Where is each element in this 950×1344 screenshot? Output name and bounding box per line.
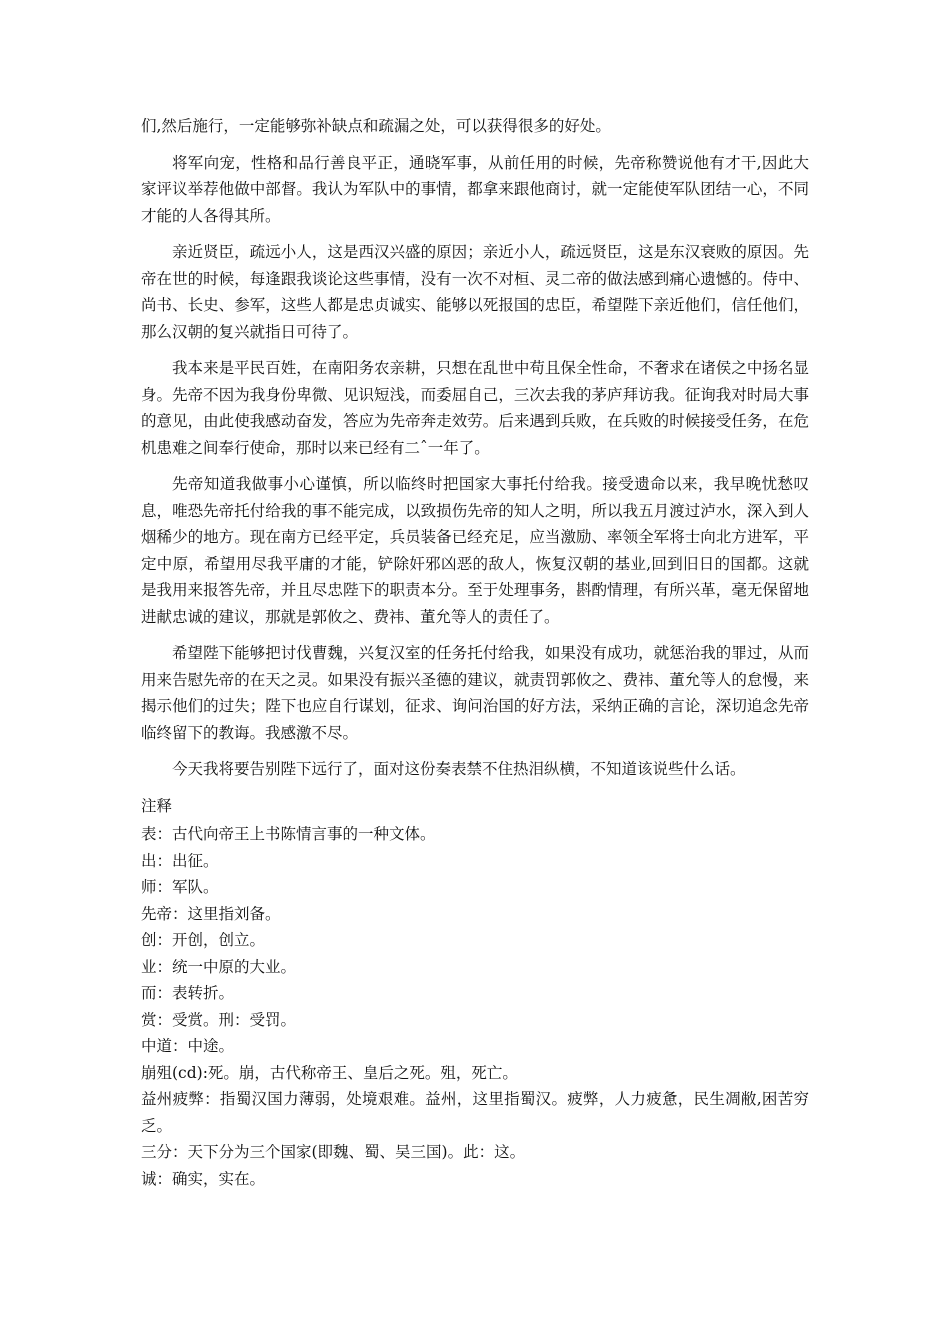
- note-item: 业：统一中原的大业。: [141, 957, 297, 976]
- note-item: 赏：受赏。刑：受罚。: [141, 1010, 297, 1029]
- note-item: 中道：中途。: [141, 1037, 235, 1055]
- note-item: 师：军队。: [141, 878, 219, 896]
- paragraph: 先帝知道我做事小心谨慎，所以临终时把国家大事托付给我。接受遗命以来，我早晚忧愁叹息，唯恐先帝托付给我的事不能完成，以致损伤先帝的知人之明，所以我五月渡过泸水，深入到人烟稀少的地方。现在南方已经平定，兵员装备已经充足，应当激励、率领全军将士向北方进军，平定中原，希望用尽我平庸的才能，铲除奸邪凶恶的敌人，恢复汉朝的基业,回到旧日的国都。这就是我用来报答先帝，并且尽忠陛下的职责本分。至于处理事务，斟酌情理，有所兴革，毫无保留地进献忠诚的建议，那就是郭攸之、费祎、董允等人的责任了。: [141, 475, 809, 626]
- notes-heading: 注释: [141, 796, 173, 815]
- note-item: 而：表转折。: [141, 984, 235, 1002]
- note-item: 出：出征。: [141, 851, 219, 870]
- paragraph: 今天我将要告别陛下远行了，面对这份奏表禁不住热泪纵横，不知道该说些什么话。: [172, 760, 746, 778]
- paragraph: 将军向宠，性格和品行善良平正，通晓军事，从前任用的时候，先帝称赞说他有才干,因此大家评议举荐他做中部督。我认为军队中的事情，都拿来跟他商讨，就一定能使军队团结一心，不同才能的人各得其所。: [141, 153, 809, 225]
- paragraph: 们,然后施行，一定能够弥补缺点和疏漏之处，可以获得很多的好处。: [141, 117, 611, 135]
- note-item: 创：开创，创立。: [141, 931, 266, 949]
- paragraph: 我本来是平民百姓，在南阳务农亲耕，只想在乱世中苟且保全性命，不奢求在诸侯之中扬名显身。先帝不因为我身份卑微、见识短浅，而委屈自己，三次去我的茅庐拜访我。征询我对时局大事的意见，由此使我感动奋发，答应为先帝奔走效劳。后来遇到兵败，在兵败的时候接受任务，在危机患难之间奉行使命，那时以来已经有二ˆ一年了。: [141, 359, 809, 457]
- note-item: 崩殂(cd):死。崩，古代称帝王、皇后之死。殂，死亡。: [141, 1063, 518, 1082]
- note-item: 三分：天下分为三个国家(即魏、蜀、吴三国)。此：这。: [141, 1143, 526, 1161]
- paragraph: 希望陛下能够把讨伐曹魏，兴复汉室的任务托付给我，如果没有成功，就惩治我的罪过，从而用来告慰先帝的在天之灵。如果没有振兴圣德的建议，就责罚郭攸之、费祎、董允等人的怠慢，来揭示他们的过失；陛下也应自行谋划，征求、询问治国的好方法，采纳正确的言论，深切追念先帝临终留下的教诲。我感激不尽。: [141, 644, 809, 742]
- document-body: [141, 113, 809, 1192]
- note-item: 表：古代向帝王上书陈情言事的一种文体。: [141, 825, 436, 843]
- note-item: 先帝：这里指刘备。: [141, 904, 281, 923]
- note-item: 益州疲弊：指蜀汉国力薄弱，处境艰难。益州，这里指蜀汉。疲弊，人力疲惫，民生凋敝,困苦穷乏。: [141, 1090, 809, 1135]
- notes-list: [141, 821, 809, 1192]
- paragraph: 亲近贤臣，疏远小人，这是西汉兴盛的原因；亲近小人，疏远贤臣，这是东汉衰败的原因。先帝在世的时候，每逢跟我谈论这些事情，没有一次不对桓、灵二帝的做法感到痛心遗憾的。侍中、尚书、长史、参军，这些人都是忠贞诚实、能够以死报国的忠臣，希望陛下亲近他们，信任他们，那么汉朝的复兴就指日可待了。: [141, 243, 809, 341]
- note-item: 诚：确实，实在。: [141, 1169, 266, 1188]
